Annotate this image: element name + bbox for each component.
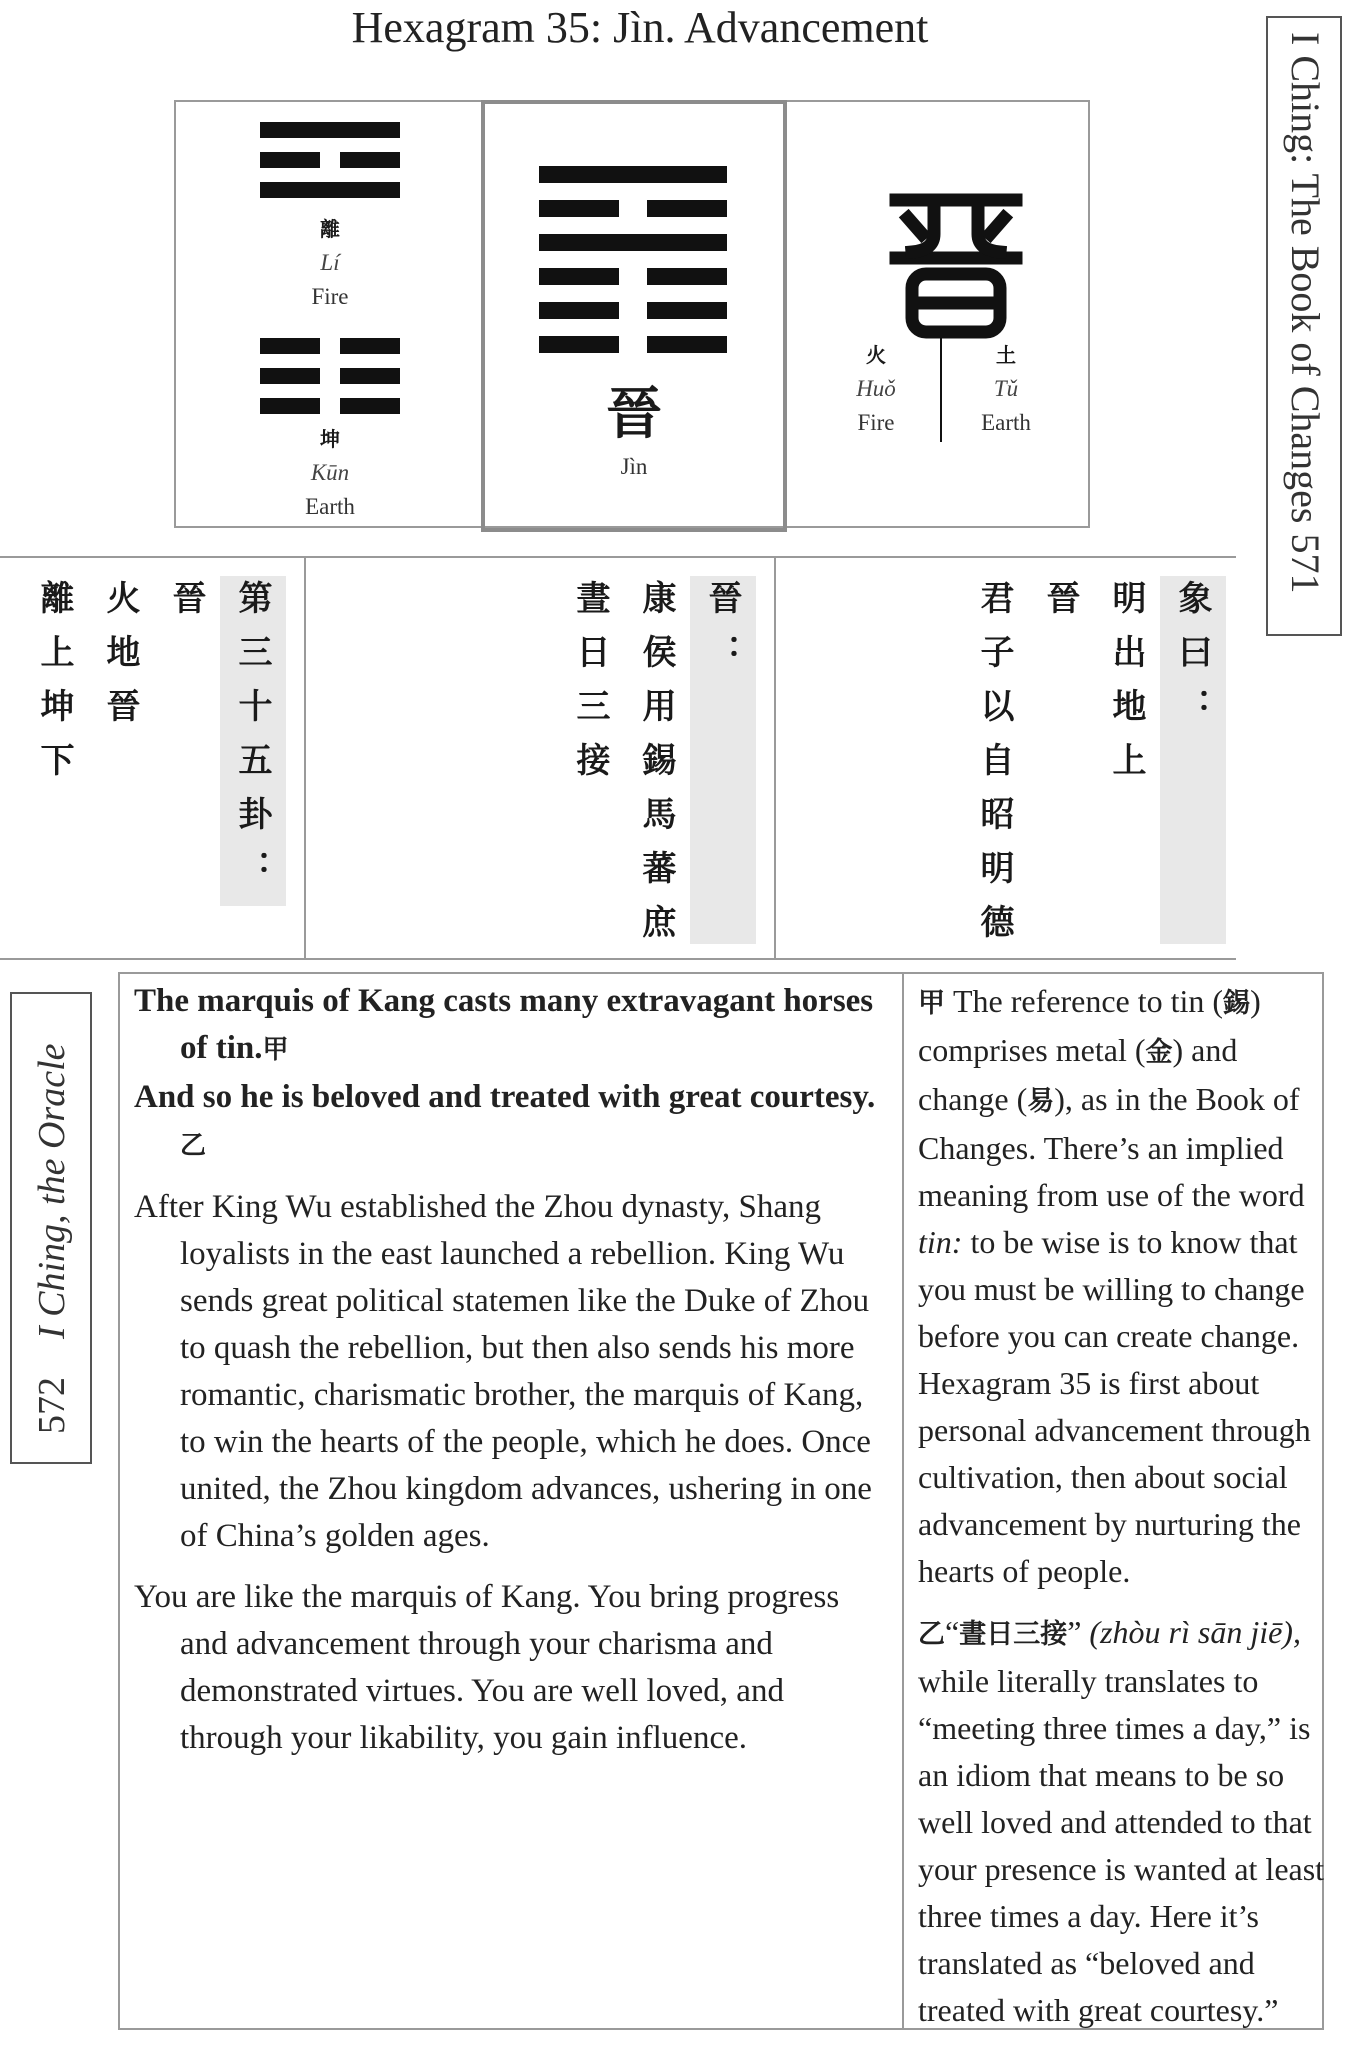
element-left-caption: [816, 338, 936, 440]
note-2-quote-open: “: [945, 1614, 960, 1650]
trigram-lower-pinyin: Kūn: [310, 460, 350, 485]
elements-divider: [940, 338, 942, 442]
note-1: [918, 978, 1328, 1595]
translation-line-2: [134, 1074, 894, 1170]
running-header-left-text: [30, 1043, 74, 1434]
element-right-english: Earth: [981, 410, 1031, 435]
note-2-phrase: 晝日三接: [959, 1619, 1068, 1650]
element-left-hanzi: 火: [866, 343, 886, 367]
trigram-upper-hanzi: 離: [320, 217, 340, 241]
cn-col-fire-earth-jin: 火地晉: [100, 580, 140, 742]
element-right-caption: [946, 338, 1066, 440]
running-header-right-text: I Ching: The Book of Changes 571: [1283, 32, 1328, 594]
translation-line-1: [134, 978, 894, 1074]
trigram-upper-english: Fire: [311, 284, 349, 309]
trigram-lower-caption: [250, 422, 410, 524]
main-text-column: [134, 978, 894, 1776]
trigram-lower-hanzi: 坤: [320, 427, 340, 451]
footnote-marker-yi[interactable]: 乙: [180, 1131, 207, 1161]
cn-col-image-2: 君子以自昭明德: [974, 580, 1014, 958]
seal-character-jin: [886, 190, 1026, 340]
running-header-left-title: I Ching, the Oracle: [31, 1043, 73, 1339]
cn-col-judgment-1: 康侯用錫馬蕃庶: [636, 580, 676, 958]
hexagram-pinyin: Jìn: [620, 454, 648, 479]
hexagram-caption: [485, 380, 783, 484]
translation-line-1-text: The marquis of Kang casts many extravagant horses of tin.: [134, 983, 874, 1066]
cn-col-judgment-head: 晉：: [702, 580, 742, 688]
running-header-left-page: 572: [31, 1377, 73, 1434]
running-header-left: [10, 992, 92, 1464]
trigram-lower-english: Earth: [305, 494, 355, 519]
element-left-english: Fire: [857, 410, 895, 435]
trigram-upper-caption: [250, 212, 410, 314]
running-header-right: [1266, 16, 1342, 636]
trigram-upper-pinyin: Lí: [320, 250, 340, 275]
note-1-text-e: to be wise is to know that you must be willing to change before you can create change. Hexagram 35 is first about personal advancement through cultivation, then about social advancement by nurturing the hearts of people.: [918, 1224, 1311, 1589]
commentary-paragraph-2: You are like the marquis of Kang. You bring progress and advancement through your charisma and demonstrated virtues. You are well loved, and through your likability, you gain influence.: [134, 1579, 840, 1756]
commentary-paragraph-1: After King Wu established the Zhou dynasty, Shang loyalists in the east launched a rebellion. King Wu sends great political statemen like the Duke of Zhou to quash the rebellion, but then also sends his more romantic, charismatic brother, the marquis of Kang, to win the hearts of the people, which he does. Once united, the Zhou kingdom advances, ushering in one of China’s golden ages.: [134, 1189, 872, 1554]
hexagram-hanzi: 晉: [606, 382, 662, 447]
note-1-text-a: The reference to tin (: [945, 983, 1224, 1019]
note-1-change-char: 易: [1027, 1086, 1055, 1117]
cn-col-jin: 晉: [166, 580, 206, 634]
note-1-word: tin:: [918, 1224, 963, 1260]
translation-line-2-text: And so he is beloved and treated with great courtesy.: [134, 1079, 876, 1115]
notes-column: [918, 978, 1328, 2048]
element-right-hanzi: 土: [996, 343, 1016, 367]
note-2-marker: 乙: [918, 1619, 945, 1650]
note-2: [918, 1609, 1328, 2034]
note-1-tin-char: 錫: [1223, 988, 1251, 1019]
cn-col-judgment-2: 晝日三接: [570, 580, 610, 796]
page-title: Hexagram 35: Jìn. Advancement: [351, 3, 929, 52]
footnote-marker-jia[interactable]: 甲: [262, 1035, 289, 1065]
note-2-quote-close: ”: [1067, 1614, 1090, 1650]
cn-col-image-1: 明出地上: [1106, 580, 1146, 796]
note-1-text-d: ), as in the Book of Changes. There’s an implied meaning from use of the word: [918, 1081, 1305, 1213]
element-right-pinyin: Tǔ: [993, 376, 1019, 401]
cn-col-title: 第三十五卦：: [232, 580, 272, 904]
note-1-marker: 甲: [918, 988, 945, 1019]
note-1-metal-char: 金: [1145, 1037, 1173, 1068]
cn-panel-2: [306, 556, 776, 960]
cn-col-li-above-kun-below: 離上坤下: [34, 580, 74, 796]
hexagram-box: [481, 100, 787, 532]
element-left-pinyin: Huǒ: [856, 376, 896, 401]
note-2-pinyin: (zhòu rì sān jiē),: [1089, 1614, 1301, 1650]
note-1-text-c: ) and change (: [918, 1032, 1238, 1117]
cn-col-image-jin: 晉: [1040, 580, 1080, 634]
cn-col-image-head: 象曰：: [1172, 580, 1212, 742]
cn-panel-3: [776, 556, 1236, 960]
cn-panel-1: [0, 556, 306, 960]
note-2-text: while literally translates to “meeting three times a day,” is an idiom that means to be so well loved and attended to that your presence is wanted at least three times a day. Here it’s translated as “beloved and treated with great courtesy.”: [918, 1663, 1325, 2028]
note-1-text-b: ) comprises metal (: [918, 983, 1261, 1068]
column-divider: [902, 972, 904, 2030]
trigram-panel: [174, 100, 1090, 528]
